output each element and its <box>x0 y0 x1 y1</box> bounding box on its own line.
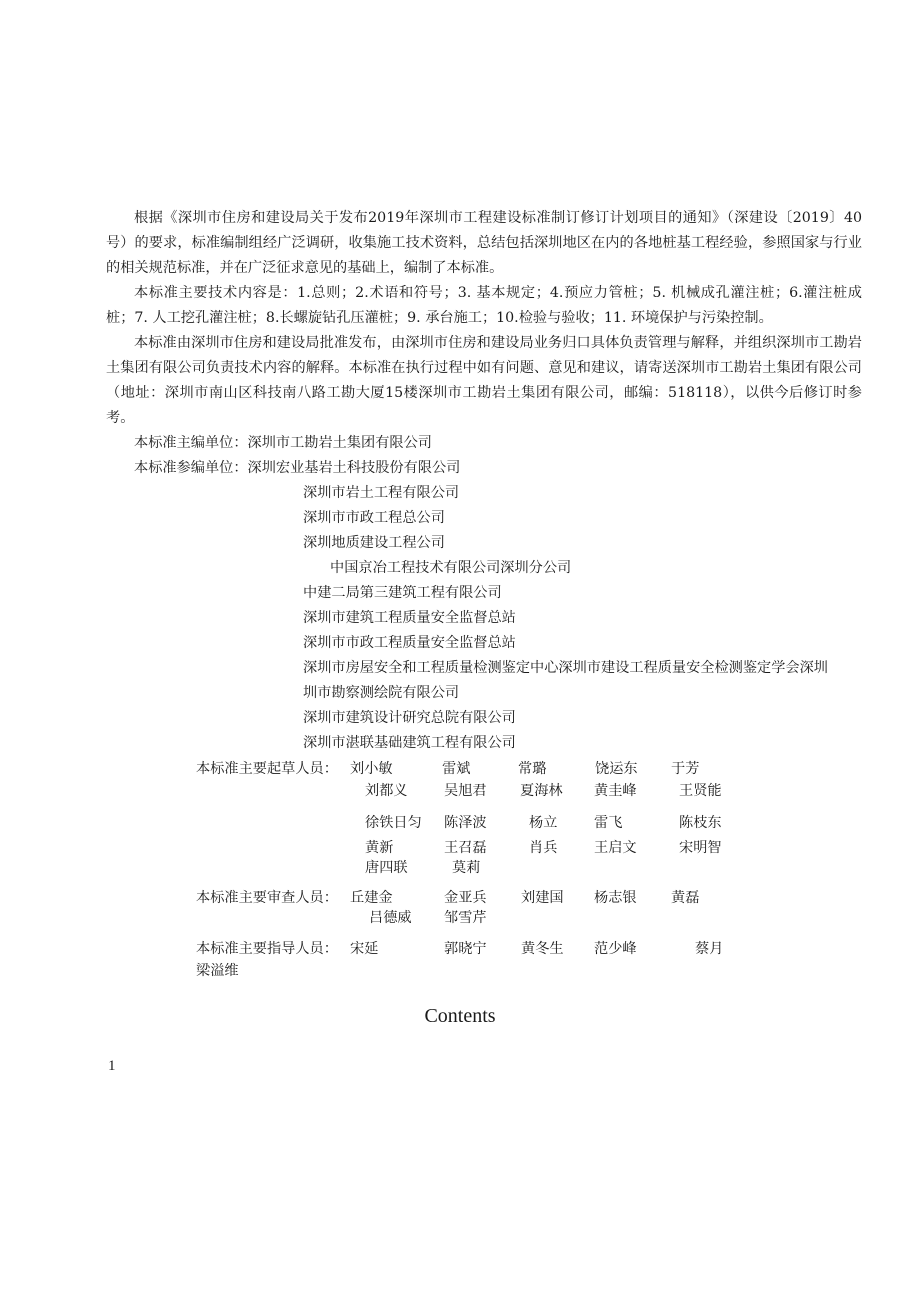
contents-heading: Contents <box>424 1005 496 1027</box>
person-name: 邹雪芹 <box>444 910 487 926</box>
co-editor-org: 深圳市市政工程总公司 <box>303 510 445 526</box>
page-number: 1 <box>108 1058 116 1074</box>
person-name: 刘小敏 <box>350 761 393 777</box>
guides-label: 本标准主要指导人员： <box>196 941 338 957</box>
drafters-label: 本标准主要起草人员： <box>196 761 338 777</box>
person-name: 于芳 <box>671 761 700 777</box>
co-editor-label: 本标准参编单位： <box>134 460 248 476</box>
person-name: 饶运东 <box>595 761 638 777</box>
person-name: 刘都义 <box>365 783 408 799</box>
person-name: 黄圭峰 <box>594 783 637 799</box>
intro-paragraph-3: 本标准由深圳市住房和建设局批准发布，由深圳市住房和建设局业务归口具体负责管理与解释，并组织深圳市工勘岩土集团有限公司负责技术内容的解释。本标准在执行过程中如有问题、意见和建议，请寄送深圳市工勘岩土集团有限公司（地址：深圳市南山区科技南八路工勘大厦15楼深圳市工勘岩土集团有限公司，邮编：518118），以供今后修订时参考。 <box>106 335 862 426</box>
co-editor-org: 中国京冶工程技术有限公司深圳分公司 <box>330 560 572 576</box>
guides-row <box>0 938 920 960</box>
chief-editor-label: 本标准主编单位： <box>134 435 248 451</box>
person-name: 王启文 <box>594 840 637 856</box>
co-editor-org: 深圳市湛联基础建筑工程有限公司 <box>303 735 516 751</box>
intro-paragraph-1: 根据《深圳市住房和建设局关于发布2019年深圳市工程建设标准制订修订计划项目的通知》（深建设〔2019〕40号）的要求，标准编制组经广泛调研，收集施工技术资料，总结包括深圳地区在内的各地桩基工程经验，参照国家与行业的相关规范标准，并在广泛征求意见的基础上，编制了本标准。 <box>106 210 862 276</box>
person-name: 王贤能 <box>679 783 722 799</box>
person-name: 杨志银 <box>594 890 637 906</box>
person-name: 黄新 <box>365 840 394 856</box>
chief-editor-org: 深圳市工勘岩土集团有限公司 <box>247 435 432 451</box>
person-name: 郭晓宁 <box>444 941 487 957</box>
person-name: 蔡月 <box>695 941 724 957</box>
intro-paragraph-2: 本标准主要技术内容是：1.总则；2.术语和符号；3. 基本规定；4.预应力管桩；5. 机械成孔灌注桩；6.灌注桩成桩；7. 人工挖孔灌注桩；8.长螺旋钻孔压灌桩；9. 承台施工；10.检验与验收；11. 环境保护与污染控制。 <box>106 285 862 326</box>
person-name: 莫莉 <box>452 860 481 876</box>
co-editor-org: 中建二局第三建筑工程有限公司 <box>303 585 502 601</box>
person-name: 丘建金 <box>350 890 393 906</box>
person-name: 杨立 <box>529 815 558 831</box>
co-editor-org: 深圳市建筑设计研究总院有限公司 <box>303 710 516 726</box>
person-name: 刘建国 <box>521 890 564 906</box>
co-editor-org: 深圳市市政工程质量安全监督总站 <box>303 635 516 651</box>
person-name: 宋明智 <box>679 840 722 856</box>
co-editor-org: 圳市勘察测绘院有限公司 <box>303 685 460 701</box>
drafters-row <box>0 857 920 879</box>
person-name: 梁溢维 <box>196 963 239 979</box>
person-name: 常璐 <box>518 761 547 777</box>
drafters-row <box>0 812 920 834</box>
drafters-row <box>0 758 920 780</box>
person-name: 吕德威 <box>369 910 412 926</box>
person-name: 吴旭君 <box>444 783 487 799</box>
person-name: 陈泽波 <box>444 815 487 831</box>
person-name: 宋延 <box>350 941 379 957</box>
co-editor-org: 深圳市岩土工程有限公司 <box>303 485 460 501</box>
drafters-row <box>0 780 920 802</box>
drafters-row <box>0 837 920 859</box>
person-name: 雷飞 <box>594 815 623 831</box>
person-name: 黄冬生 <box>521 941 564 957</box>
person-name: 夏海林 <box>520 783 563 799</box>
person-name: 金亚兵 <box>444 890 487 906</box>
person-name: 范少峰 <box>594 941 637 957</box>
reviewers-label: 本标准主要审查人员： <box>196 890 338 906</box>
person-name: 雷斌 <box>442 761 471 777</box>
co-editor-line <box>134 456 460 481</box>
reviewers-row <box>0 907 920 929</box>
reviewers-row <box>0 887 920 909</box>
person-name: 黄磊 <box>671 890 700 906</box>
co-editor-org: 深圳市房屋安全和工程质量检测鉴定中心深圳市建设工程质量安全检测鉴定学会深圳 <box>303 660 828 676</box>
person-name: 陈枝东 <box>679 815 722 831</box>
co-editor-org: 深圳市建筑工程质量安全监督总站 <box>303 610 516 626</box>
guides-row <box>0 960 920 982</box>
person-name: 唐四联 <box>365 860 408 876</box>
co-editor-org: 深圳宏业基岩土科技股份有限公司 <box>247 460 461 476</box>
chief-editor-line <box>134 431 432 456</box>
person-name: 肖兵 <box>529 840 558 856</box>
person-name: 徐铁日匀 <box>365 815 422 831</box>
co-editor-org: 深圳地质建设工程公司 <box>303 535 445 551</box>
person-name: 王召磊 <box>444 840 487 856</box>
